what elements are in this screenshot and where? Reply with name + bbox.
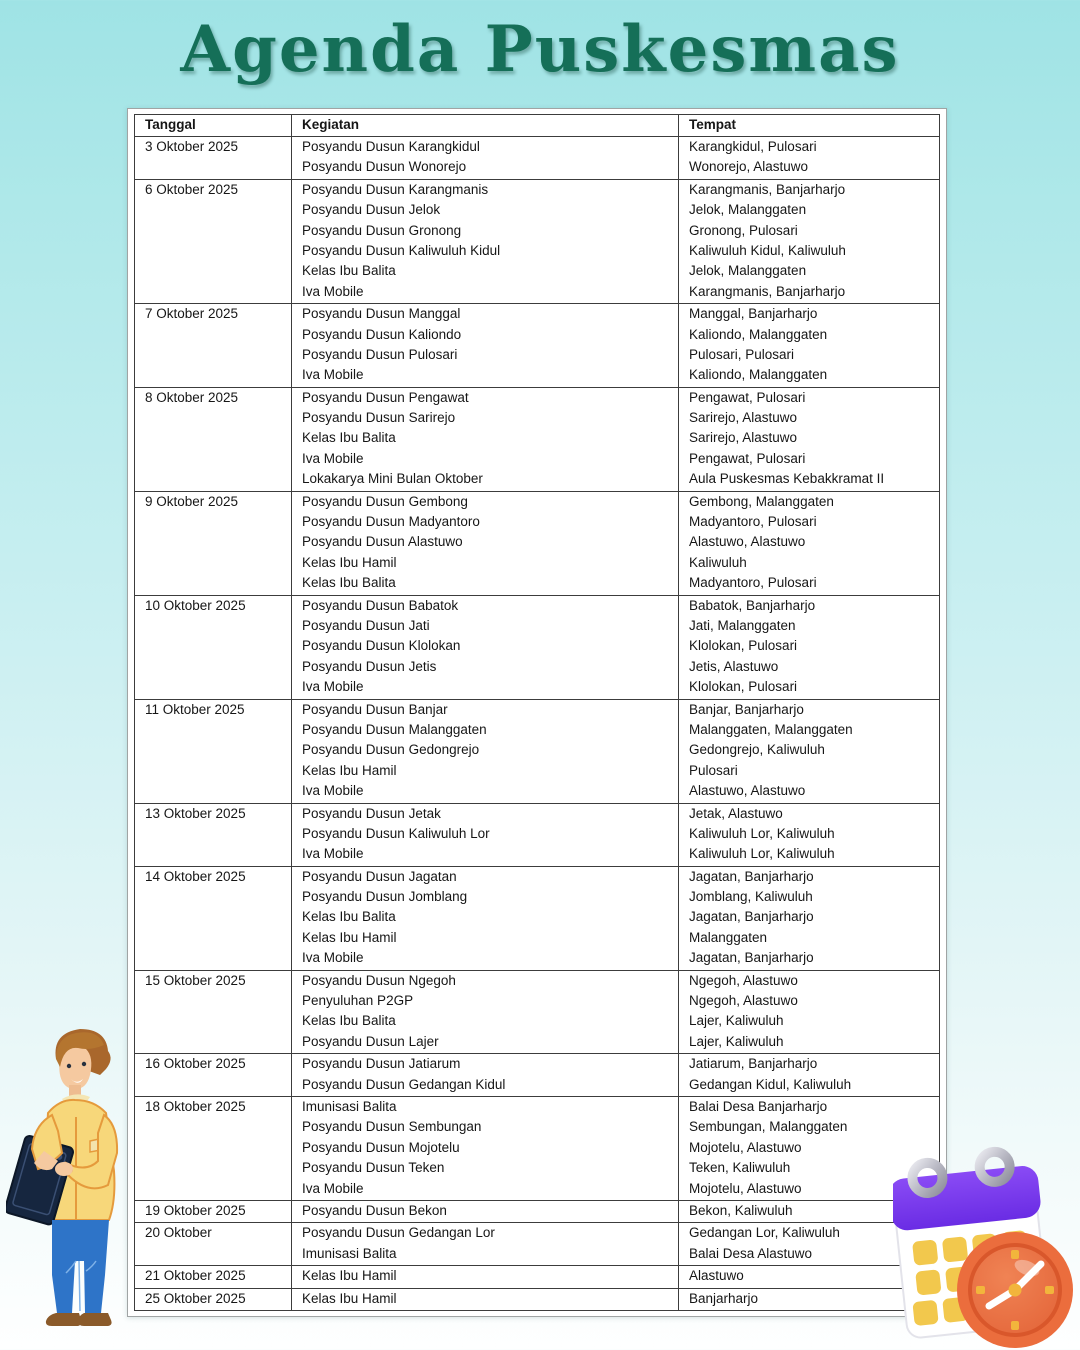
place-text: Jelok, Malanggaten <box>689 202 807 218</box>
activity-text: Posyandu Dusun Jomblang <box>302 889 468 905</box>
activity-text: Kelas Ibu Balita <box>302 430 396 446</box>
place-text: Jatiarum, Banjarharjo <box>689 1056 818 1072</box>
activity-text: Posyandu Dusun Sarirejo <box>302 410 456 426</box>
date-cell: 16 Oktober 2025 <box>135 1054 292 1097</box>
page-title: Agenda Puskesmas <box>180 12 900 87</box>
date-cell: 10 Oktober 2025 <box>135 595 292 699</box>
place-text: Kaliwuluh Lor, Kaliwuluh <box>689 846 835 862</box>
date-cell: 18 Oktober 2025 <box>135 1096 292 1200</box>
activities-cell <box>292 304 679 388</box>
activities-cell <box>292 1200 679 1222</box>
date-cell: 13 Oktober 2025 <box>135 803 292 866</box>
place-text: Gembong, Malanggaten <box>689 493 834 509</box>
date-cell: 6 Oktober 2025 <box>135 179 292 303</box>
place-text: Gedongrejo, Kaliwuluh <box>689 742 825 758</box>
place-text: Kaliwuluh <box>689 554 747 570</box>
activity-text: Posyandu Dusun Sembungan <box>302 1119 482 1135</box>
place-text: Mojotelu, Alastuwo <box>689 1139 802 1155</box>
activity-text: Posyandu Dusun Kaliwuluh Kidul <box>302 242 501 258</box>
place-text: Sarirejo, Alastuwo <box>689 410 798 426</box>
activity-text: Posyandu Dusun Karangmanis <box>302 181 489 197</box>
agenda-row <box>135 803 940 866</box>
activity-text: Iva Mobile <box>302 679 364 695</box>
agenda-row <box>135 595 940 699</box>
activity-text: Iva Mobile <box>302 1180 364 1196</box>
activity-text: Posyandu Dusun Jelok <box>302 202 441 218</box>
place-text: Klolokan, Pulosari <box>689 638 798 654</box>
agenda-row <box>135 1096 940 1200</box>
place-text: Karangmanis, Banjarharjo <box>689 181 846 197</box>
agenda-row <box>135 1054 940 1097</box>
activity-text: Penyuluhan P2GP <box>302 993 414 1009</box>
column-header: Tempat <box>679 115 940 137</box>
column-header: Tanggal <box>135 115 292 137</box>
place-text: Jagatan, Banjarharjo <box>689 950 814 966</box>
activity-text: Iva Mobile <box>302 950 364 966</box>
place-text: Jagatan, Banjarharjo <box>689 909 814 925</box>
place-text: Madyantoro, Pulosari <box>689 514 817 530</box>
activity-text: Imunisasi Balita <box>302 1098 397 1114</box>
activity-text: Posyandu Dusun Kaliondo <box>302 326 462 342</box>
place-text: Kaliondo, Malanggaten <box>689 367 828 383</box>
activity-text: Posyandu Dusun Madyantoro <box>302 514 480 530</box>
activity-text: Posyandu Dusun Manggal <box>302 306 461 322</box>
activity-text: Posyandu Dusun Lajer <box>302 1033 439 1049</box>
place-text: Aula Puskesmas Kebakkramat II <box>689 471 885 487</box>
place-text: Jagatan, Banjarharjo <box>689 868 814 884</box>
activity-text: Posyandu Dusun Teken <box>302 1160 445 1176</box>
date-cell: 20 Oktober <box>135 1223 292 1266</box>
table-body <box>135 137 940 1311</box>
place-text: Ngegoh, Alastuwo <box>689 993 798 1009</box>
agenda-row <box>135 387 940 491</box>
date-cell: 14 Oktober 2025 <box>135 866 292 970</box>
date-cell: 19 Oktober 2025 <box>135 1200 292 1222</box>
place-text: Mojotelu, Alastuwo <box>689 1180 802 1196</box>
places-cell <box>679 699 940 803</box>
places-cell <box>679 179 940 303</box>
place-text: Jomblang, Kaliwuluh <box>689 889 813 905</box>
place-text: Kaliwuluh Kidul, Kaliwuluh <box>689 242 846 258</box>
place-text: Malanggaten <box>689 929 768 945</box>
place-text: Klolokan, Pulosari <box>689 679 798 695</box>
places-cell <box>679 970 940 1054</box>
place-text: Kaliwuluh Lor, Kaliwuluh <box>689 825 835 841</box>
date-cell: 15 Oktober 2025 <box>135 970 292 1054</box>
agenda-row <box>135 699 940 803</box>
place-text: Gedangan Kidul, Kaliwuluh <box>689 1076 852 1092</box>
agenda-row <box>135 1223 940 1266</box>
places-cell <box>679 803 940 866</box>
activity-text: Kelas Ibu Hamil <box>302 929 397 945</box>
place-text: Wonorejo, Alastuwo <box>689 159 809 175</box>
agenda-row <box>135 137 940 180</box>
place-text: Banjar, Banjarharjo <box>689 701 804 717</box>
date-cell: 3 Oktober 2025 <box>135 137 292 180</box>
activity-text: Posyandu Dusun Jetis <box>302 658 437 674</box>
place-text: Lajer, Kaliwuluh <box>689 1013 784 1029</box>
activity-text: Posyandu Dusun Gembong <box>302 493 468 509</box>
activity-text: Posyandu Dusun Alastuwo <box>302 534 463 550</box>
activity-text: Posyandu Dusun Pengawat <box>302 389 469 405</box>
activity-text: Kelas Ibu Hamil <box>302 762 397 778</box>
activity-text: Kelas Ibu Hamil <box>302 1268 397 1284</box>
activity-text: Kelas Ibu Hamil <box>302 554 397 570</box>
activity-text: Posyandu Dusun Ngegoh <box>302 972 456 988</box>
activity-text: Iva Mobile <box>302 283 364 299</box>
activities-cell <box>292 803 679 866</box>
place-text: Alastuwo, Alastuwo <box>689 534 806 550</box>
place-text: Pengawat, Pulosari <box>689 389 806 405</box>
place-text: Alastuwo, Alastuwo <box>689 783 806 799</box>
date-cell: 7 Oktober 2025 <box>135 304 292 388</box>
agenda-row <box>135 866 940 970</box>
place-text: Lajer, Kaliwuluh <box>689 1033 784 1049</box>
agenda-row <box>135 1200 940 1222</box>
place-text: Malanggaten, Malanggaten <box>689 721 853 737</box>
activity-text: Kelas Ibu Balita <box>302 1013 396 1029</box>
place-text: Ngegoh, Alastuwo <box>689 972 798 988</box>
activity-text: Posyandu Dusun Kaliwuluh Lor <box>302 825 490 841</box>
place-text: Pengawat, Pulosari <box>689 450 806 466</box>
place-text: Gronong, Pulosari <box>689 222 798 238</box>
place-text: Kaliondo, Malanggaten <box>689 326 828 342</box>
activity-text: Posyandu Dusun Babatok <box>302 597 459 613</box>
place-text: Jetis, Alastuwo <box>689 658 779 674</box>
agenda-row <box>135 179 940 303</box>
activities-cell <box>292 1096 679 1200</box>
date-cell: 25 Oktober 2025 <box>135 1288 292 1310</box>
places-cell <box>679 387 940 491</box>
calendar-clock-3d-icon <box>893 1144 1080 1350</box>
place-text: Karangkidul, Pulosari <box>689 139 817 154</box>
activity-text: Kelas Ibu Balita <box>302 909 396 925</box>
activity-text: Kelas Ibu Hamil <box>302 1290 397 1306</box>
date-cell: 9 Oktober 2025 <box>135 491 292 595</box>
places-cell <box>679 866 940 970</box>
activities-cell <box>292 970 679 1054</box>
activity-text: Posyandu Dusun Jetak <box>302 805 441 821</box>
activities-cell <box>292 1266 679 1288</box>
activity-text: Posyandu Dusun Klolokan <box>302 638 461 654</box>
agenda-row <box>135 491 940 595</box>
activity-text: Posyandu Dusun Karangkidul <box>302 139 480 154</box>
place-text: Sarirejo, Alastuwo <box>689 430 798 446</box>
activity-text: Posyandu Dusun Gedongrejo <box>302 742 480 758</box>
places-cell <box>679 304 940 388</box>
place-text: Bekon, Kaliwuluh <box>689 1202 793 1218</box>
place-text: Gedangan Lor, Kaliwuluh <box>689 1225 840 1241</box>
date-cell: 8 Oktober 2025 <box>135 387 292 491</box>
activity-text: Iva Mobile <box>302 783 364 799</box>
activities-cell <box>292 1288 679 1310</box>
activity-text: Posyandu Dusun Jati <box>302 617 430 633</box>
activities-cell <box>292 866 679 970</box>
place-text: Alastuwo <box>689 1268 744 1284</box>
places-cell <box>679 137 940 180</box>
place-text: Teken, Kaliwuluh <box>689 1160 791 1176</box>
place-text: Jati, Malanggaten <box>689 617 796 633</box>
activities-cell <box>292 491 679 595</box>
activity-text: Posyandu Dusun Banjar <box>302 701 448 717</box>
place-text: Balai Desa Alastuwo <box>689 1245 813 1261</box>
activity-text: Posyandu Dusun Pulosari <box>302 346 458 362</box>
agenda-row <box>135 304 940 388</box>
place-text: Jelok, Malanggaten <box>689 263 807 279</box>
places-cell <box>679 1054 940 1097</box>
activity-text: Posyandu Dusun Gronong <box>302 222 462 238</box>
agenda-table-panel <box>127 108 947 1317</box>
activities-cell <box>292 1223 679 1266</box>
date-cell: 11 Oktober 2025 <box>135 699 292 803</box>
agenda-row <box>135 970 940 1054</box>
place-text: Madyantoro, Pulosari <box>689 575 817 591</box>
date-cell: 21 Oktober 2025 <box>135 1266 292 1288</box>
activities-cell <box>292 595 679 699</box>
places-cell <box>679 595 940 699</box>
activity-text: Lokakarya Mini Bulan Oktober <box>302 471 483 487</box>
place-text: Jetak, Alastuwo <box>689 805 783 821</box>
activity-text: Kelas Ibu Balita <box>302 263 396 279</box>
agenda-table <box>134 114 940 1311</box>
activities-cell <box>292 179 679 303</box>
activity-text: Posyandu Dusun Jatiarum <box>302 1056 461 1072</box>
place-text: Sembungan, Malanggaten <box>689 1119 848 1135</box>
activities-cell <box>292 699 679 803</box>
activities-cell <box>292 137 679 180</box>
activity-text: Iva Mobile <box>302 846 364 862</box>
activity-text: Posyandu Dusun Gedangan Kidul <box>302 1076 506 1092</box>
place-text: Banjarharjo <box>689 1290 759 1306</box>
header-row <box>135 115 940 137</box>
activity-text: Posyandu Dusun Bekon <box>302 1202 447 1218</box>
activity-text: Iva Mobile <box>302 367 364 383</box>
activity-text: Posyandu Dusun Wonorejo <box>302 159 467 175</box>
place-text: Pulosari, Pulosari <box>689 346 795 362</box>
man-with-clipboard-illustration <box>6 1022 136 1334</box>
agenda-row <box>135 1266 940 1288</box>
activity-text: Posyandu Dusun Malanggaten <box>302 721 487 737</box>
activity-text: Posyandu Dusun Mojotelu <box>302 1139 460 1155</box>
place-text: Karangmanis, Banjarharjo <box>689 283 846 299</box>
place-text: Babatok, Banjarharjo <box>689 597 816 613</box>
activity-text: Imunisasi Balita <box>302 1245 397 1261</box>
activity-text: Iva Mobile <box>302 450 364 466</box>
places-cell <box>679 491 940 595</box>
clock-icon <box>957 1232 1073 1348</box>
activity-text: Posyandu Dusun Gedangan Lor <box>302 1225 495 1241</box>
place-text: Balai Desa Banjarharjo <box>689 1098 828 1114</box>
agenda-row <box>135 1288 940 1310</box>
place-text: Pulosari <box>689 762 738 778</box>
activity-text: Kelas Ibu Balita <box>302 575 396 591</box>
column-header: Kegiatan <box>292 115 679 137</box>
activity-text: Posyandu Dusun Jagatan <box>302 868 457 884</box>
place-text: Manggal, Banjarharjo <box>689 306 818 322</box>
activities-cell <box>292 1054 679 1097</box>
activities-cell <box>292 387 679 491</box>
